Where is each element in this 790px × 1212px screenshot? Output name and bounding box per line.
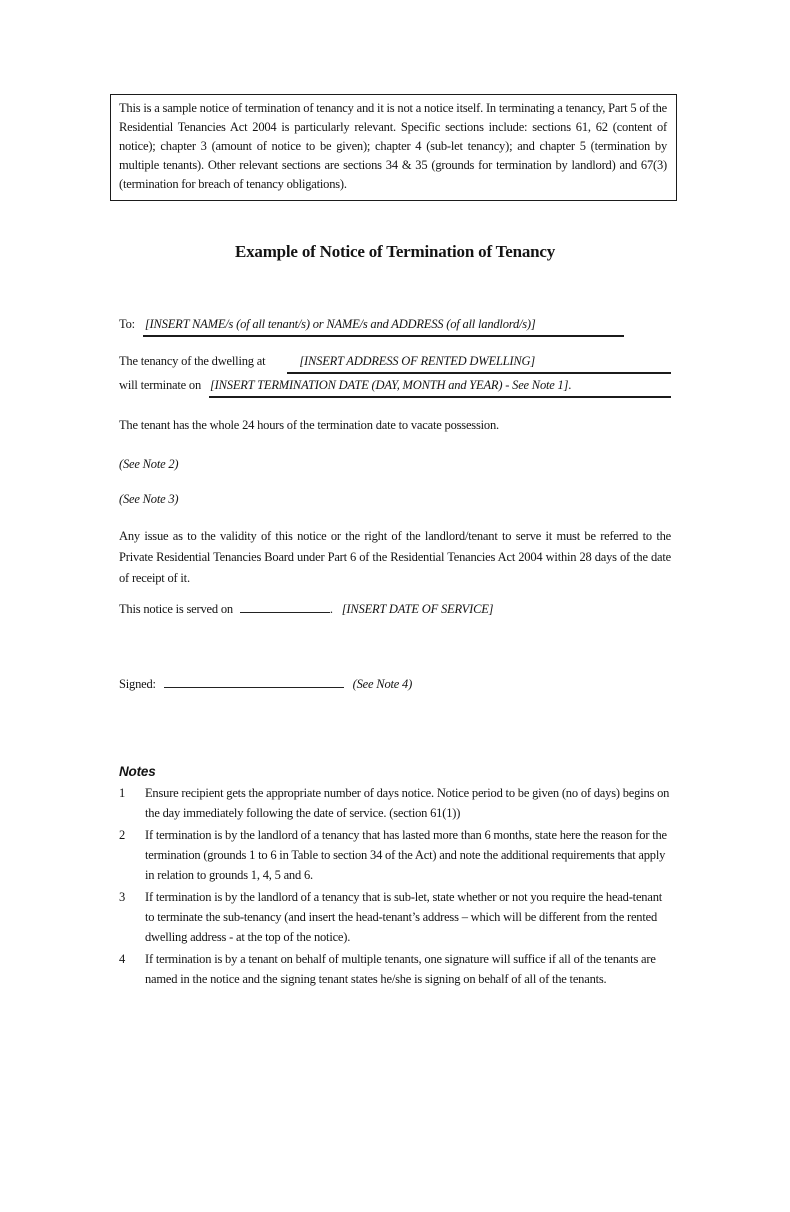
note-number: 2 (119, 828, 126, 842)
vacate-line: The tenant has the whole 24 hours of the termination date to vacate possession. (119, 418, 499, 432)
note-text: If termination is by the landlord of a tenancy that has lasted more than 6 months, state here the reason for the termination (grounds 1 to 6 in Table to section 34 of the Act) and note the additional requirements that apply in relation to grounds 1, 4, 5 and 6. (145, 828, 667, 882)
note-text: Ensure recipient gets the appropriate number of days notice. Notice period to be given (no of days) begins on the day immediately following the date of service. (section 61(1)) (145, 786, 670, 820)
note-item-4 (119, 949, 671, 989)
signed-line (119, 673, 671, 695)
notes-heading: Notes (119, 764, 156, 779)
dwelling-line (119, 353, 671, 374)
note-item-1 (119, 783, 671, 823)
document-page (119, 94, 671, 989)
note-number: 1 (119, 786, 126, 800)
served-line (119, 598, 671, 620)
to-line (119, 316, 671, 337)
termination-line (119, 377, 671, 398)
note-item-2 (119, 825, 671, 885)
note-number: 3 (119, 890, 126, 904)
termination-placeholder: [INSERT TERMINATION DATE (DAY, MONTH and YEAR) - See Note 1] (210, 378, 569, 392)
served-placeholder: [INSERT DATE OF SERVICE] (341, 602, 494, 616)
note-text: If termination is by a tenant on behalf of multiple tenants, one signature will suffice if all of the tenants are named in the notice and the signing tenant states he/she is signing on behalf of all of the tenants. (145, 952, 656, 986)
termination-underline (209, 377, 671, 398)
see-note-3: (See Note 3) (119, 492, 179, 506)
to-underline (143, 316, 624, 337)
termination-suffix: . (568, 378, 572, 392)
note-number: 4 (119, 952, 126, 966)
note-item-3 (119, 887, 671, 947)
served-separator: . (329, 602, 333, 616)
dwelling-underline (287, 353, 671, 374)
notes-section (119, 763, 671, 989)
note-text: If termination is by the landlord of a tenancy that is sub-let, state whether or not you require the head-tenant to terminate the sub-tenancy (and insert the head-tenant’s address – which will be different from the rented dwelling address - at the top of the notice). (145, 890, 663, 944)
validity-paragraph: Any issue as to the validity of this notice or the right of the landlord/tenant to serve it must be referred to the Private Residential Tenancies Board under Part 6 of the Residential Tenancies Act 2004 within 28 days of the date of receipt of it. (119, 529, 671, 585)
intro-text: This is a sample notice of termination of tenancy and it is not a notice itself. In terminating a tenancy, Part 5 of the Residential Tenancies Act 2004 is particularly relevant. Specific sections include: sections 61, 62 (content of notice); chapter 3 (amount of notice to be given); chapter 4 (sub-let tenancy); and chapter 5 (termination by multiple tenants). Other relevant sections are sections 34 & 35 (grounds for termination by landlord) and 67(3) (termination for breach of tenancy obligations). (119, 101, 667, 191)
dwelling-prefix: The tenancy of the dwelling at (119, 354, 266, 368)
served-prefix: This notice is served on (119, 602, 233, 616)
page-title: Example of Notice of Termination of Tenancy (234, 242, 556, 261)
signed-label: Signed: (119, 677, 156, 691)
intro-box (110, 94, 677, 201)
dwelling-placeholder: [INSERT ADDRESS OF RENTED DWELLING] (299, 354, 535, 368)
served-date-blank (240, 601, 330, 613)
to-placeholder: [INSERT NAME/s (of all tenant/s) or NAME/s and ADDRESS (of all landlord/s)] (144, 317, 536, 331)
termination-prefix: will terminate on (119, 378, 201, 392)
see-note-2: (See Note 2) (119, 457, 179, 471)
signature-blank (164, 676, 344, 688)
to-label: To: (119, 317, 135, 331)
signed-note: (See Note 4) (352, 677, 413, 691)
